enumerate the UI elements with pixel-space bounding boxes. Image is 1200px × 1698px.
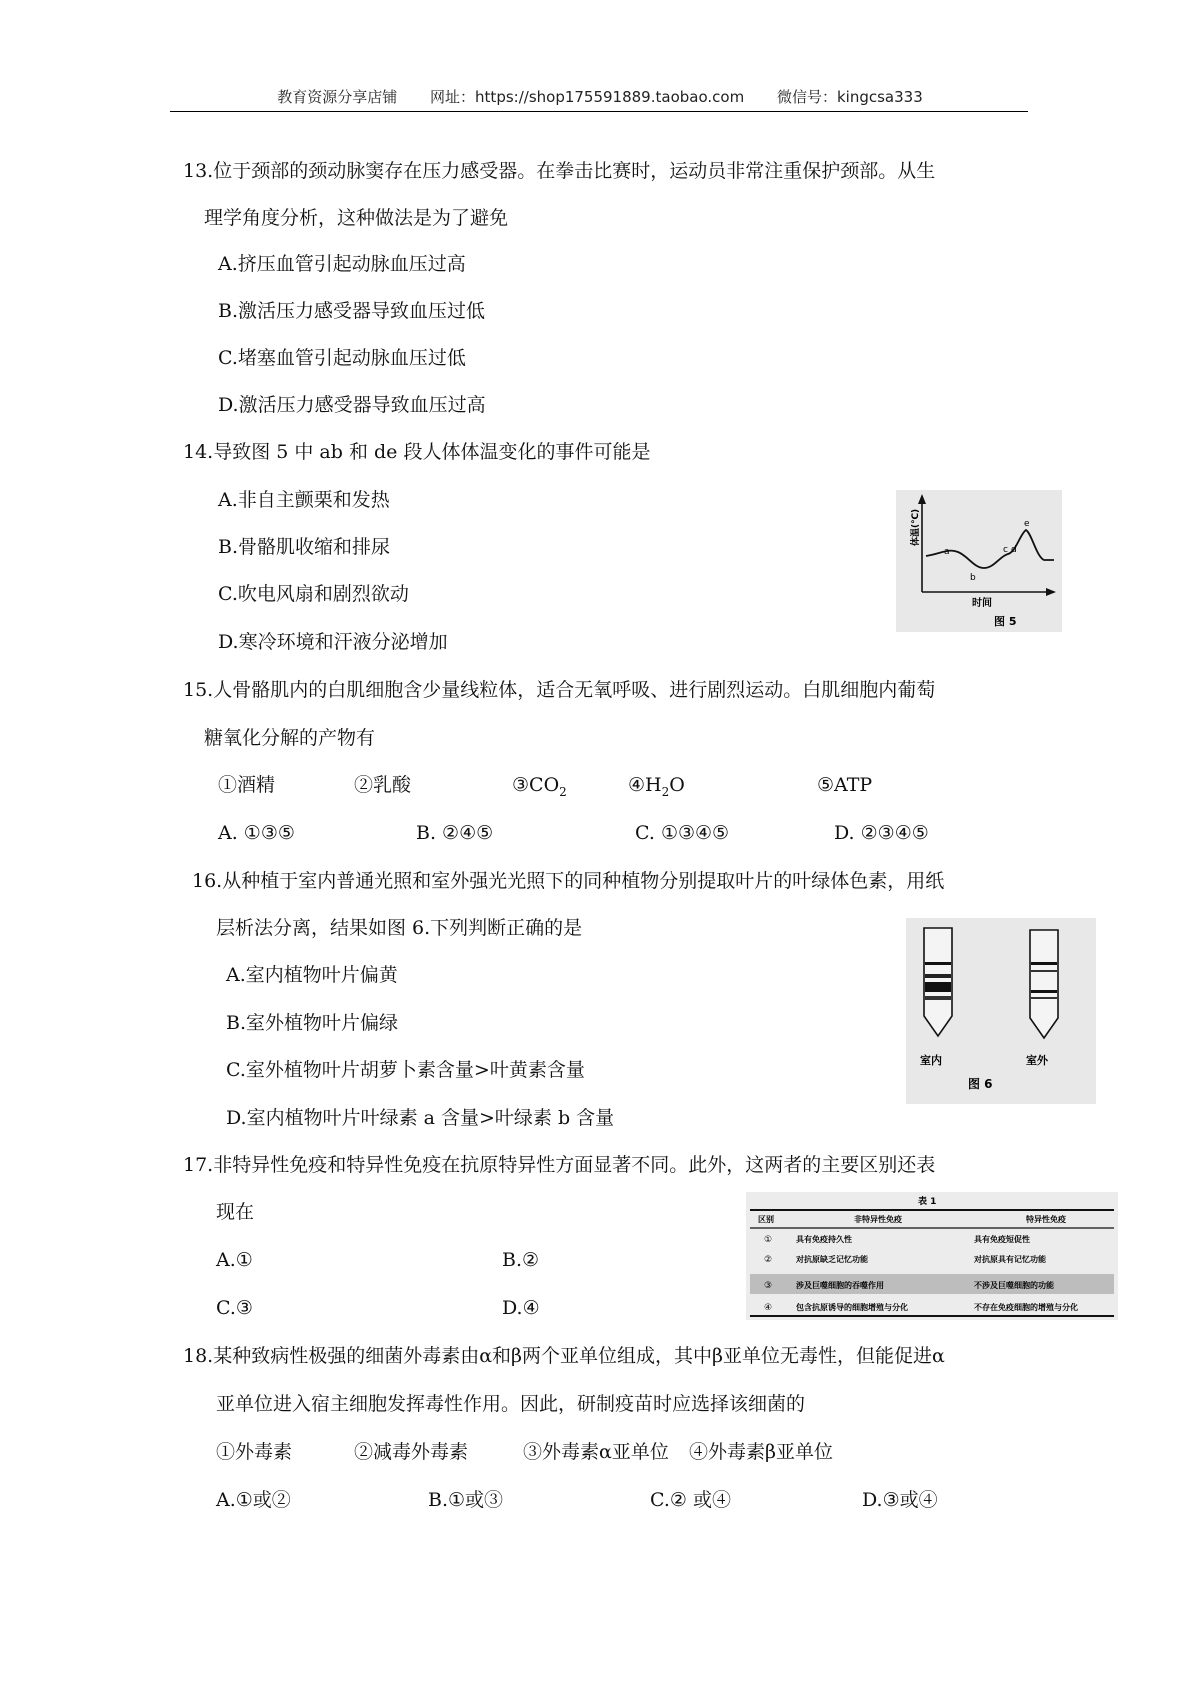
table1-header-diff: 区别: [758, 1215, 774, 1224]
q14-option-c: C.吹电风扇和剧烈欲动: [218, 583, 409, 605]
q15-item-3-text: ③CO: [512, 774, 560, 796]
q15-item-3: [512, 773, 567, 804]
q17-stem-line1: 17.非特异性免疫和特异性免疫在抗原特异性方面显著不同。此外，这两者的主要区别还表: [183, 1154, 936, 1176]
table1-row1-num: ①: [764, 1235, 773, 1245]
q14-option-b: B.骨骼肌收缩和排尿: [218, 536, 391, 558]
table1-row3-nonspecific: 涉及巨噬细胞的吞噬作用: [796, 1281, 884, 1290]
q15-item-2: ②乳酸: [354, 774, 412, 796]
q13-option-a: A.挤压血管引起动脉血压过高: [218, 253, 466, 275]
table1-row2-nonspecific: 对抗原缺乏记忆功能: [796, 1255, 868, 1264]
table1-row2-specific: 对抗原具有记忆功能: [974, 1255, 1046, 1264]
fig6-caption: 图 6: [968, 1077, 993, 1091]
q18-item-4: ④外毒素β亚单位: [689, 1441, 833, 1463]
q17-stem-line2: 现在: [216, 1201, 255, 1223]
q17-option-d: D.④: [502, 1297, 540, 1319]
q16-stem-line2: 层析法分离，结果如图 6.下列判断正确的是: [216, 917, 583, 939]
figure-6-chromatography: [906, 918, 1096, 1104]
page-header: [0, 86, 1200, 107]
table1-header-nonspecific: 非特异性免疫: [854, 1215, 902, 1224]
fig5-point-c: c: [1003, 545, 1008, 555]
fig5-point-a: a: [944, 547, 950, 557]
q17-option-c: C.③: [216, 1297, 253, 1319]
table1-title: 表 1: [918, 1197, 937, 1207]
q15-option-c: C. ①③④⑤: [635, 822, 730, 844]
table1-header-specific: 特异性免疫: [1026, 1215, 1066, 1224]
q15-item-4: [628, 773, 685, 804]
q17-option-b: B.②: [502, 1249, 540, 1271]
shop-url: 网址：https://shop175591889.taobao.com: [430, 88, 745, 106]
q15-item-1: ①酒精: [218, 774, 276, 796]
q14-option-d: D.寒冷环境和汗液分泌增加: [218, 631, 448, 653]
q15-h2o-tail: O: [669, 774, 685, 796]
table1-row1-specific: 具有免疫短促性: [974, 1235, 1030, 1244]
q16-option-c: C.室外植物叶片胡萝卜素含量>叶黄素含量: [226, 1059, 585, 1081]
fig5-ylabel: 体温(℃): [911, 508, 921, 546]
q15-stem-line2: 糖氧化分解的产物有: [204, 727, 376, 749]
q15-stem-line1: 15.人骨骼肌内的白肌细胞含少量线粒体，适合无氧呼吸、进行剧烈运动。白肌细胞内葡萄: [183, 679, 936, 701]
table1-row1-nonspecific: 具有免疫持久性: [796, 1235, 852, 1244]
fig6-indoor-label: 室内: [920, 1054, 942, 1067]
table-1-immunity-comparison: [746, 1192, 1118, 1320]
figure-5-temperature-curve: [896, 490, 1062, 632]
q18-item-2: ②减毒外毒素: [354, 1441, 469, 1463]
fig5-caption: 图 5: [994, 615, 1017, 628]
q14-stem: 14.导致图 5 中 ab 和 de 段人体体温变化的事件可能是: [183, 441, 651, 463]
q17-option-a: A.①: [216, 1249, 253, 1271]
q13-option-d: D.激活压力感受器导致血压过高: [218, 394, 486, 416]
table1-row4-num: ④: [764, 1303, 773, 1313]
q13-stem-line1: 13.位于颈部的颈动脉窦存在压力感受器。在拳击比赛时，运动员非常注重保护颈部。从生: [183, 160, 936, 182]
table1-row4-specific: 不存在免疫细胞的增殖与分化: [974, 1303, 1078, 1312]
q13-option-c: C.堵塞血管引起动脉血压过低: [218, 347, 466, 369]
table1-row4-nonspecific: 包含抗原诱导的细胞增殖与分化: [796, 1303, 908, 1312]
q16-option-a: A.室内植物叶片偏黄: [226, 964, 398, 986]
shop-name: 教育资源分享店铺: [277, 88, 398, 106]
fig5-xlabel: 时间: [972, 598, 992, 609]
q18-stem-line1: 18.某种致病性极强的细菌外毒素由α和β两个亚单位组成，其中β亚单位无毒性，但能促进α: [183, 1345, 945, 1367]
fig5-point-d: d: [1011, 545, 1017, 555]
fig5-point-e: e: [1024, 519, 1030, 529]
wechat-id: 微信号：kingcsa333: [776, 88, 923, 106]
q18-option-d: D.③或④: [862, 1489, 938, 1511]
table1-row3-specific: 不涉及巨噬细胞的功能: [974, 1281, 1054, 1290]
q15-h2o-subscript: 2: [661, 784, 670, 799]
q13-option-b: B.激活压力感受器导致血压过低: [218, 300, 486, 322]
fig5-point-b: b: [970, 573, 976, 583]
table1-row3-num: ③: [764, 1281, 773, 1291]
table1-row2-num: ②: [764, 1255, 773, 1265]
q13-stem-line2: 理学角度分析，这种做法是为了避免: [204, 207, 509, 229]
q16-option-d: D.室内植物叶片叶绿素 a 含量>叶绿素 b 含量: [226, 1107, 615, 1129]
q18-stem-line2: 亚单位进入宿主细胞发挥毒性作用。因此，研制疫苗时应选择该细菌的: [216, 1393, 806, 1415]
q16-stem-line1: 16.从种植于室内普通光照和室外强光光照下的同种植物分别提取叶片的叶绿体色素，用纸: [192, 870, 945, 892]
q15-option-b: B. ②④⑤: [416, 822, 494, 844]
q15-item-5: ⑤ATP: [817, 774, 873, 796]
q15-option-a: A. ①③⑤: [218, 822, 295, 844]
q18-item-1: ①外毒素: [216, 1441, 293, 1463]
q14-option-a: A.非自主颤栗和发热: [218, 489, 390, 511]
header-rule: [170, 111, 1028, 112]
q18-option-b: B.①或③: [428, 1489, 504, 1511]
q18-option-c: C.② 或④: [650, 1489, 731, 1511]
q15-co2-subscript: 2: [559, 784, 567, 799]
q15-option-d: D. ②③④⑤: [834, 822, 929, 844]
fig6-outdoor-label: 室外: [1026, 1054, 1048, 1067]
q18-option-a: A.①或②: [216, 1489, 291, 1511]
q16-option-b: B.室外植物叶片偏绿: [226, 1012, 399, 1034]
q15-item-4-text: ④H: [628, 774, 662, 796]
q18-item-3: ③外毒素α亚单位: [523, 1441, 669, 1463]
